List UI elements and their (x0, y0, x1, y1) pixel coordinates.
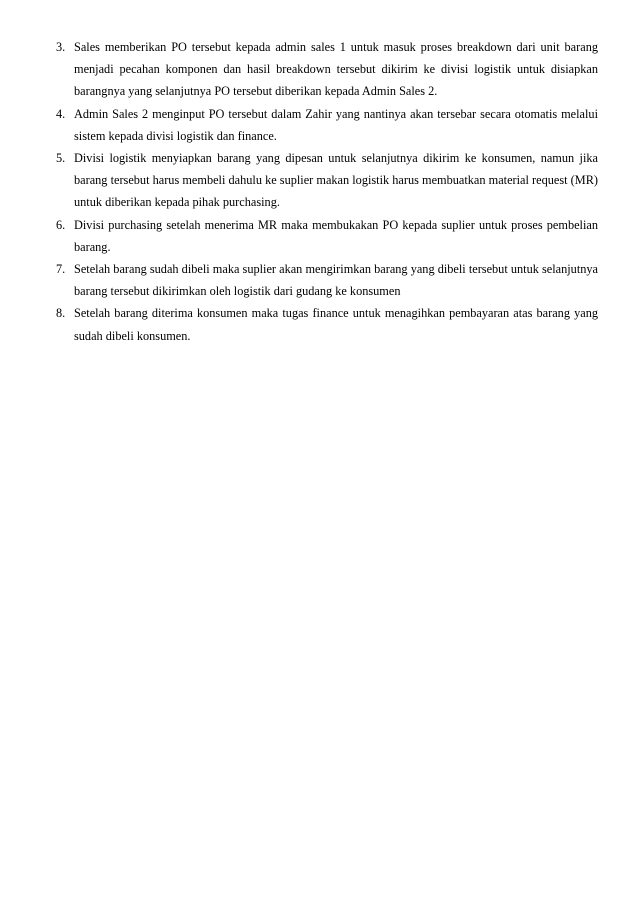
list-item-number: 5. (56, 151, 66, 166)
list-item-text: Sales memberikan PO tersebut kepada admin sales 1 untuk masuk proses breakdown dari unit barang menjadi pecahan komponen dan hasil breakdown tersebut dikirim ke divisi logistik untuk disiapkan barangnya yang selanjutnya PO tersebut diberikan kepada Admin Sales 2. (74, 40, 598, 99)
list-item-text: Admin Sales 2 menginput PO tersebut dalam Zahir yang nantinya akan tersebar secara otomatis melalui sistem kepada divisi logistik dan finance. (74, 106, 598, 143)
list-item (56, 103, 598, 147)
list-item (56, 147, 598, 214)
list-item-number: 3. (56, 40, 66, 54)
list-item (56, 302, 598, 346)
list-item-number: 8. (56, 306, 66, 321)
list-item (56, 258, 598, 302)
list-item-number: 4. (56, 106, 66, 121)
list-item (56, 214, 598, 258)
list-item-text: Divisi logistik menyiapkan barang yang dipesan untuk selanjutnya dikirim ke konsumen, namun jika barang tersebut harus membeli dahulu ke suplier makan logistik harus membuatkan material request (MR) untuk diberikan kepada pihak purchasing. (74, 151, 598, 210)
numbered-list (56, 36, 598, 347)
list-item-number: 6. (56, 217, 66, 232)
list-item-text: Divisi purchasing setelah menerima MR maka membukakan PO kepada suplier untuk proses pembelian barang. (74, 217, 598, 254)
list-item-text: Setelah barang diterima konsumen maka tugas finance untuk menagihkan pembayaran atas barang yang sudah dibeli konsumen. (74, 306, 598, 343)
list-item-number: 7. (56, 262, 66, 277)
list-item (56, 36, 598, 103)
list-item-text: Setelah barang sudah dibeli maka suplier akan mengirimkan barang yang dibeli tersebut untuk selanjutnya barang tersebut dikirimkan oleh logistik dari gudang ke konsumen (74, 262, 598, 299)
